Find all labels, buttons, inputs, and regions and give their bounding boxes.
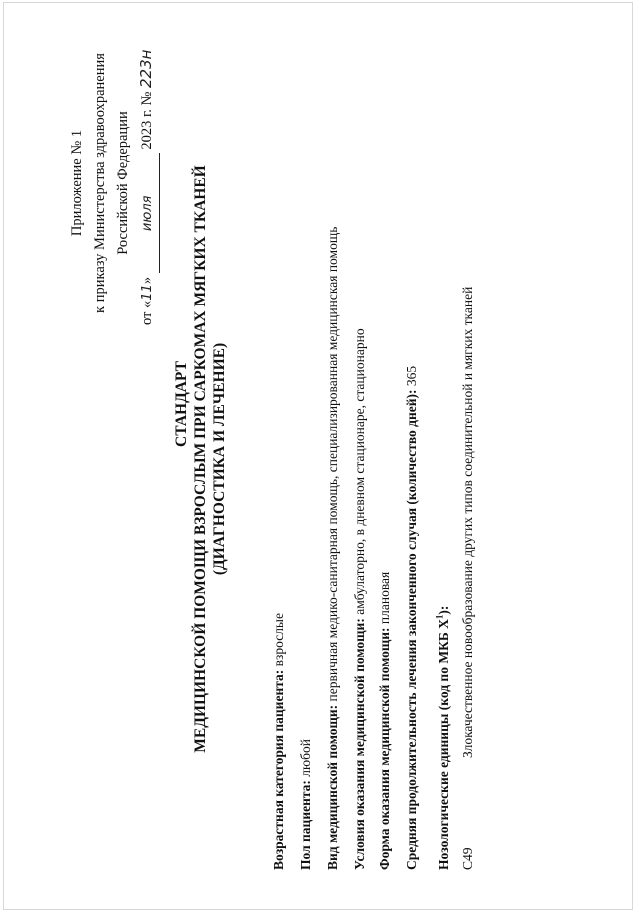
title-main: МЕДИЦИНСКОЙ ПОМОЩИ ВЗРОСЛЫМ ПРИ САРКОМАХ МЯГКИХ ТКАНЕЙ <box>192 165 209 753</box>
nosology-name: Злокачественное новообразование других типов соединительной и мягких тканей <box>460 286 475 758</box>
nosology-label: Нозологические единицы (код по МКБ $X^1$): <box>434 605 451 870</box>
nosology-code: C49 <box>460 847 475 870</box>
appendix-number: Приложение № 1 <box>69 129 85 237</box>
date-day-handwritten: 11 <box>140 284 155 301</box>
duration-value: 365 <box>404 365 419 390</box>
footnote-marker: 1 <box>434 614 444 620</box>
age-value: взрослые <box>271 613 286 670</box>
appendix-date-line <box>135 33 160 325</box>
form-value: плановая <box>377 571 392 628</box>
age-label: Возрастная категория пациента: <box>271 669 286 870</box>
date-month-handwritten: июля <box>140 195 155 232</box>
duration-label: Средняя продолжительность лечения законченного случая (количество дней): <box>404 389 419 870</box>
care-type-label: Вид медицинской помощи: <box>325 704 340 870</box>
field-care-form <box>376 572 394 870</box>
conditions-label: Условия оказания медицинской помощи: <box>352 618 367 870</box>
sex-label: Пол пациента: <box>298 780 313 870</box>
title-subtitle: (ДИАГНОСТИКА И ЛЕЧЕНИЕ) <box>211 342 228 576</box>
appendix-federation: Российской Федерации <box>115 111 131 255</box>
form-label: Форма оказания медицинской помощи: <box>377 627 392 870</box>
date-year: 2023 г. № <box>139 91 155 150</box>
nosology-row <box>459 287 477 870</box>
field-care-conditions <box>351 328 369 870</box>
field-age-category <box>270 613 288 870</box>
order-number-handwritten: 223н <box>137 49 155 89</box>
date-prefix: от « <box>139 300 155 325</box>
title-standard: СТАНДАРТ <box>173 361 190 447</box>
field-care-type <box>324 227 342 870</box>
care-type-value: первичная медико-санитарная помощь, специализированная медицинская помощь <box>325 226 340 705</box>
appendix-header <box>66 33 160 333</box>
conditions-value: амбулаторно, в дневном стационаре, стационарно <box>352 328 367 619</box>
field-treatment-duration <box>403 366 421 870</box>
field-nosology-units <box>430 606 453 870</box>
appendix-order-ref: к приказу Министерства здравоохранения <box>92 53 108 313</box>
date-month-blank <box>136 153 160 273</box>
sex-value: любой <box>298 739 313 781</box>
document-title <box>172 0 229 918</box>
field-patient-sex <box>297 739 315 870</box>
date-mid: » <box>139 273 155 285</box>
